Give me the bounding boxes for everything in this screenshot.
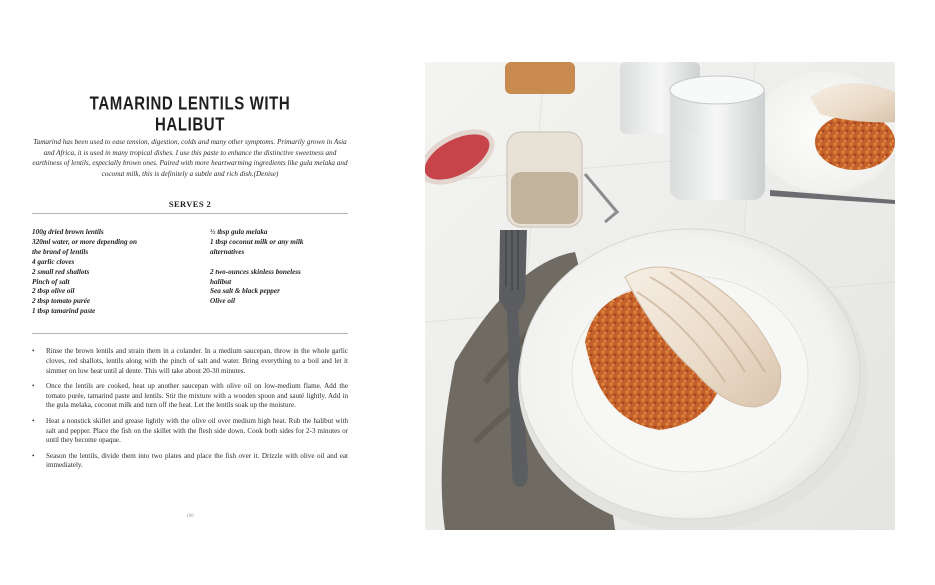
recipe-page: [0, 0, 420, 585]
bullet-icon: •: [32, 416, 35, 425]
divider-bottom: [32, 333, 348, 334]
ingredient-line: 2 tbsp tomato purée: [32, 297, 91, 306]
ingredient-line: 2 small red shallots: [32, 267, 90, 276]
serves-heading: SERVES 2: [168, 199, 212, 209]
ingredient-line: halibut: [210, 277, 232, 286]
ingredient-spacer: [210, 258, 350, 268]
ingredient-line: alternatives: [210, 247, 245, 256]
ingredients-right-column: [210, 228, 350, 307]
bullet-icon: •: [32, 347, 35, 355]
ingredient-line: the brand of lentils: [32, 247, 89, 256]
ingredient-line: ½ tbsp gula melaka: [210, 228, 268, 236]
method-step-text: Heat a nonstick skillet and grease lightly with the olive oil over medium high heat. Rub the halibut with salt and pepper. Place the fish on the skillet with the flesh side down. Cook both sides for 2-3 minutes or until they become opaque.: [46, 416, 348, 445]
ingredient-line: Olive oil: [210, 297, 235, 306]
divider-top: [32, 213, 348, 214]
recipe-intro: Tamarind has been used to ease tension, digestion, colds and many other symptoms. Primarily grown in Asia and Africa, it is used in many tropical dishes. I use this paste to enhance the distinctive sweetness and earthiness of lentils, especially brown ones. Paired with more heartwarming ingredients like gula melaka and coconut milk, this is definitely a subtle and rich dish.(Denise): [32, 138, 348, 178]
method-step-text: Season the lentils, divide them into two plates and place the fish over it. Drizzle with olive oil and eat immediately.: [46, 451, 348, 470]
ingredient-line: 1 tbsp coconut milk or any milk: [210, 237, 304, 246]
method-step-text: Rinse the brown lentils and strain them in a colander. In a medium saucepan, throw in the whole garlic cloves, red shallots, lentils along with the pinch of salt and water. Bring everything to a boil and let it simmer on low heat until al dente. This will take about 20-30 minutes.: [46, 347, 348, 375]
ingredient-line: 1 tbsp tamarind paste: [32, 307, 96, 316]
method-step-text: Once the lentils are cooked, heat up another saucepan with olive oil on low-medium flame. Add the tomato purée, tamarind paste and lentils. Stir the mixture with a wooden spoon and sauté lightly. Add in the gula melaka, coconut milk and turn off the heat. Let the lentils soak up the moisture.: [46, 381, 348, 410]
bullet-icon: •: [32, 381, 35, 390]
ingredient-line: Pinch of salt: [32, 277, 70, 286]
ingredient-line: 4 garlic cloves: [32, 257, 75, 266]
ingredient-line: 2 tbsp olive oil: [32, 287, 75, 296]
back-plate-lentils: [815, 114, 895, 170]
ingredient-line: Sea salt & black pepper: [210, 287, 280, 296]
method-step: [32, 347, 348, 376]
ingredient-line: 100g dried brown lentils: [32, 228, 104, 236]
method-step: [32, 382, 348, 411]
jar-top: [505, 62, 575, 94]
food-photo: [425, 62, 895, 530]
method-step: [32, 417, 348, 446]
tamarind-paste: [511, 172, 578, 224]
method-steps: [32, 347, 348, 477]
ingredient-line: 2 two-ounces skinless boneless: [210, 267, 301, 276]
page-number: 196: [186, 514, 194, 519]
ingredients-left-column: [32, 228, 172, 317]
bullet-icon: •: [32, 451, 35, 460]
glass-rim: [670, 76, 764, 104]
ingredient-line: 320ml water, or more depending on: [32, 237, 138, 246]
method-step: [32, 452, 348, 472]
recipe-title: TAMARIND LENTILS WITH HALIBUT: [89, 93, 291, 136]
food-photo-illustration: [425, 62, 895, 530]
